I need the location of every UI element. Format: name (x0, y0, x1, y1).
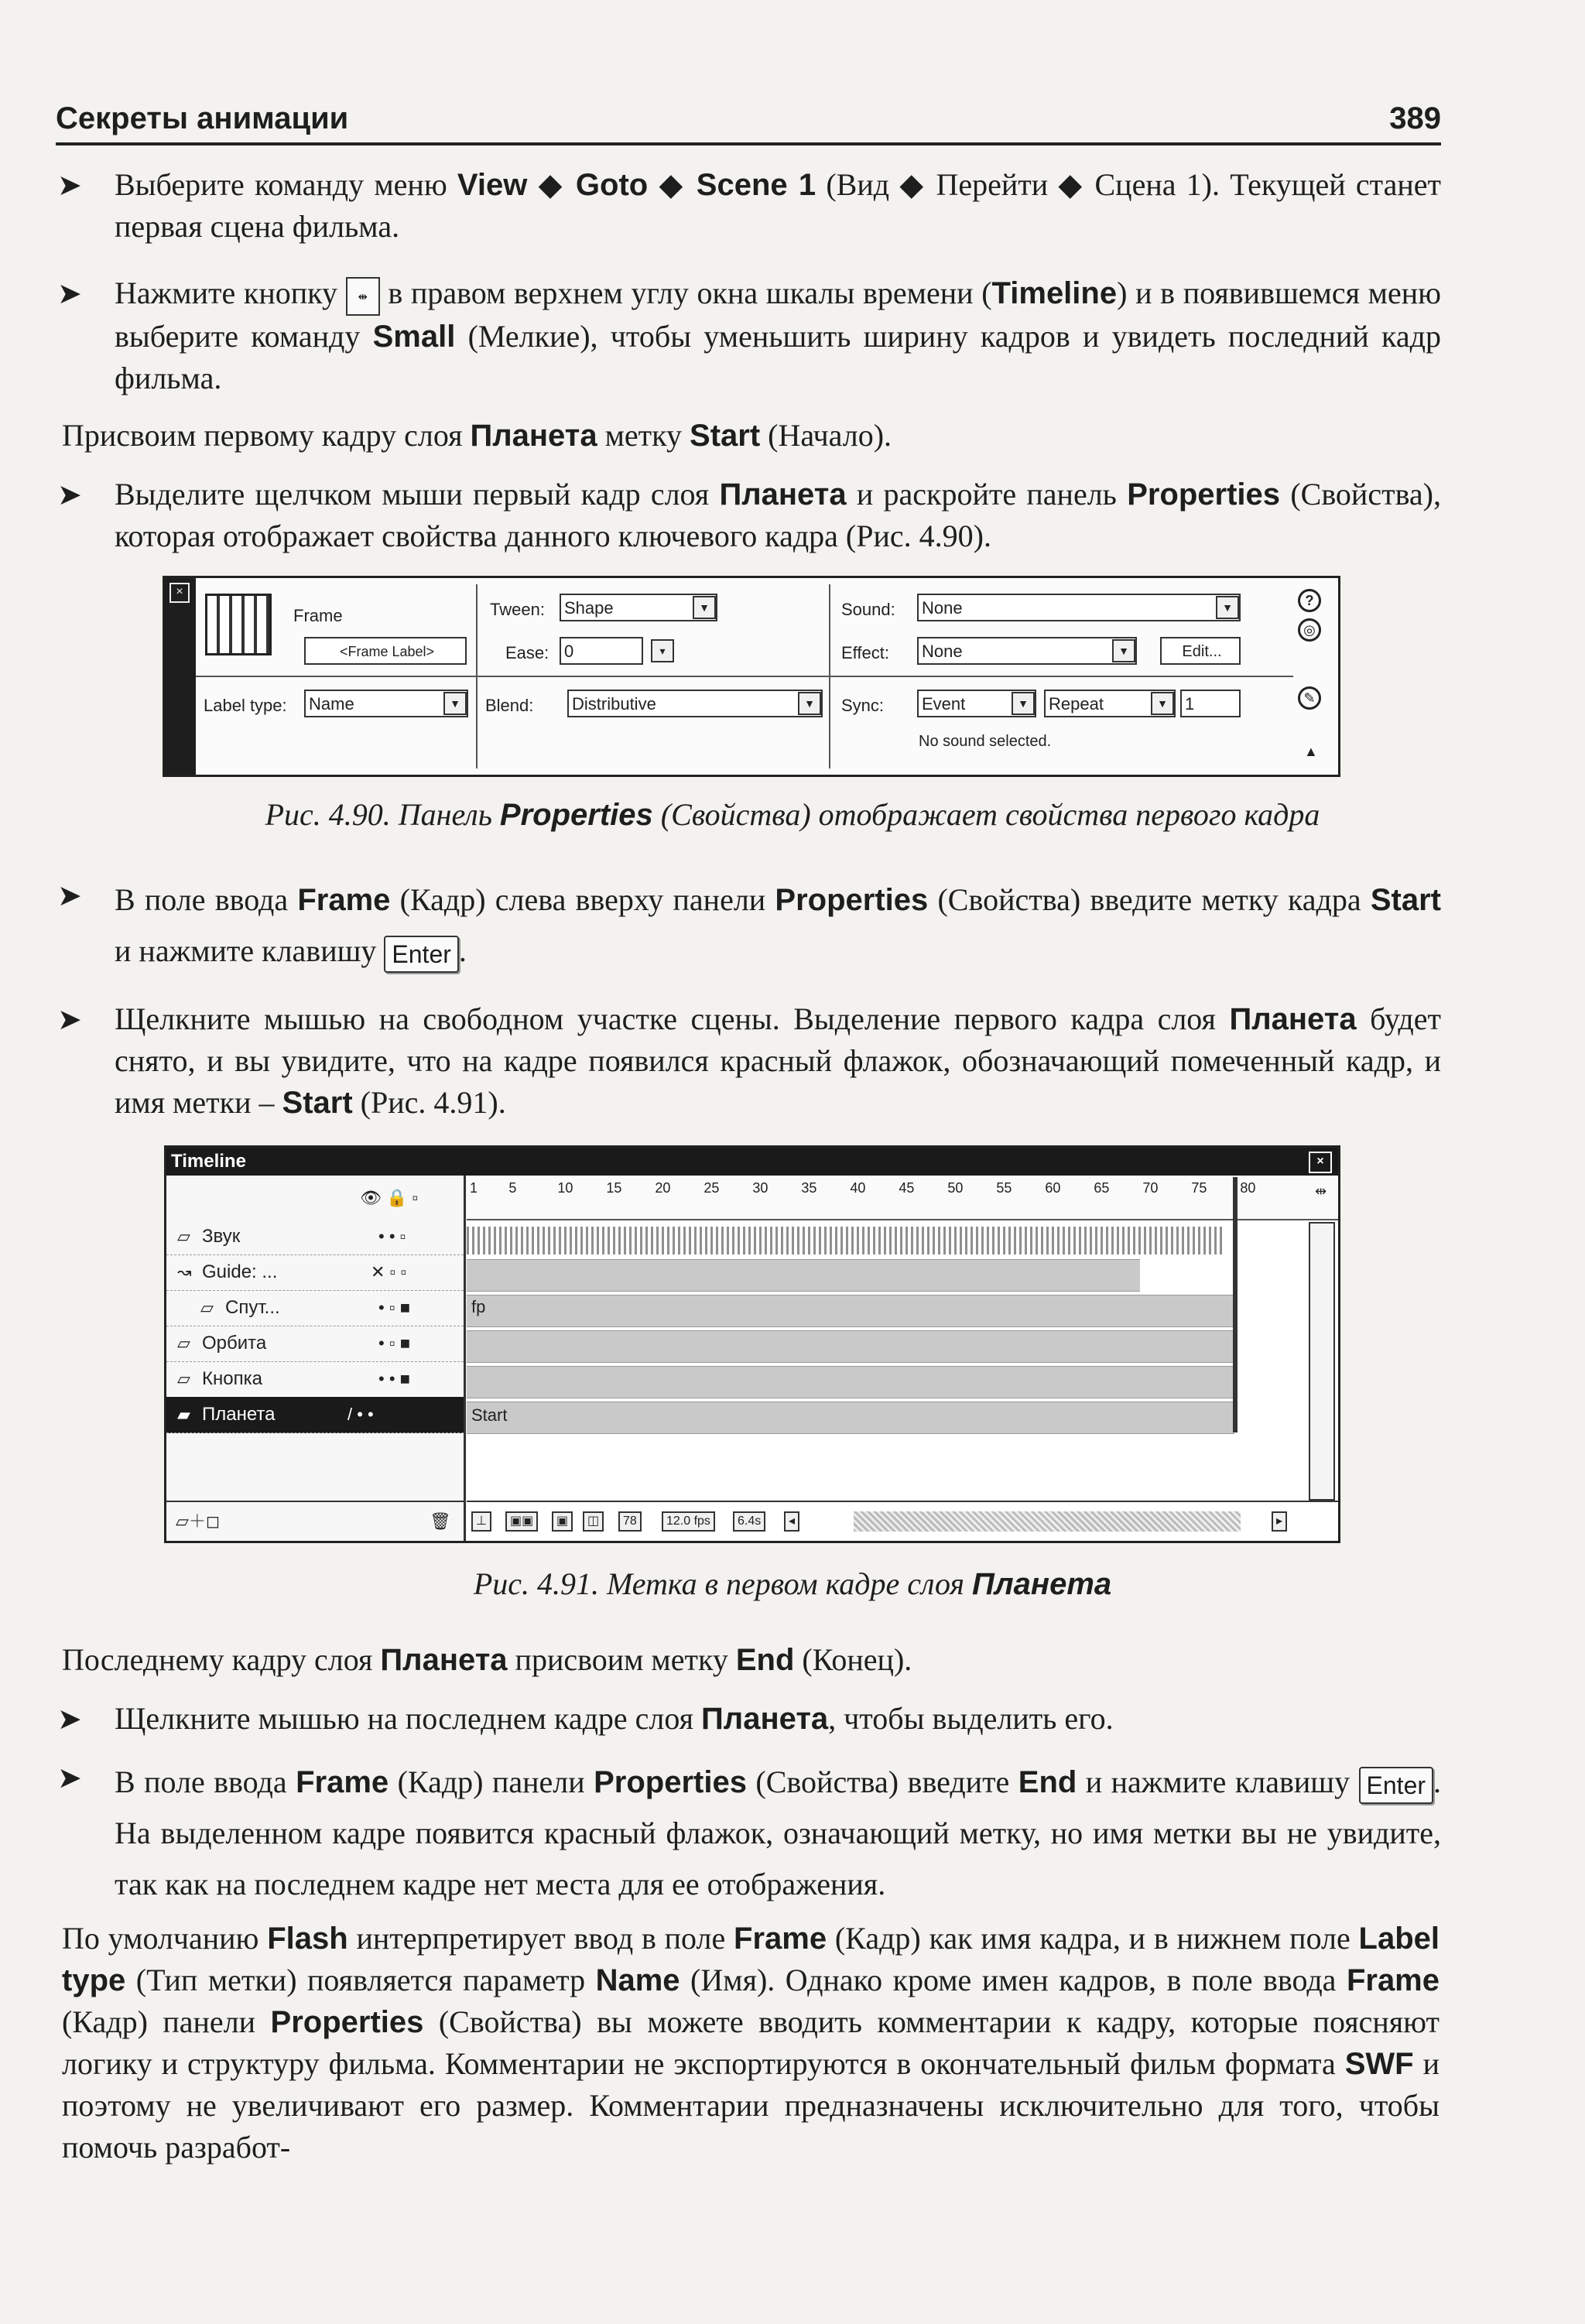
ruler-tick: 80 (1240, 1180, 1256, 1196)
ruler-tick: 75 (1191, 1180, 1207, 1196)
ease-label: Ease: (505, 643, 549, 662)
ruler-tick: 45 (899, 1180, 915, 1196)
frame-label-start: Start (471, 1405, 508, 1425)
sync-select[interactable]: Event (917, 690, 1036, 717)
guide-layer-icon: ↝ (177, 1262, 192, 1282)
running-head (56, 96, 1441, 145)
ruler-tick: 65 (1094, 1180, 1110, 1196)
ruler-tick: 1 (470, 1180, 478, 1196)
dropdown-arrow-icon[interactable]: ▼ (1151, 692, 1174, 715)
ruler-tick: 20 (655, 1180, 671, 1196)
layer-row[interactable]: ▱ Кнопка • • ■ (166, 1361, 464, 1398)
panel-side-strip (165, 578, 196, 775)
bullet-arrow-icon: ➤ (57, 276, 82, 310)
layer-icon: ▱ (177, 1227, 190, 1246)
no-sound-text: No sound selected. (919, 733, 1052, 750)
effect-select[interactable]: None (917, 637, 1137, 665)
onion-outline-icon[interactable]: ▣ (552, 1511, 573, 1532)
bullet-arrow-icon: ➤ (57, 1002, 82, 1036)
bullet-text: Щелкните мышью на последнем кадре слоя Планета, чтобы выделить его. (115, 1701, 1114, 1736)
layer-row[interactable]: ▱ Звук • • ▫ (166, 1219, 464, 1255)
timeline-title: Timeline × (166, 1148, 1338, 1176)
tween-label: Tween: (490, 600, 545, 619)
paragraph: По умолчанию Flash интерпретирует ввод в поле Frame (Кадр) как имя кадра, и в нижнем поле Label type (Тип метки) появляется параметр Name (Имя). Однако кроме имен кадров, в поле ввода Frame (Кадр) панели Properties (Свойства) вы можете вводить комментарии к кадру, которые поясняют логику и структуру фильма. Комментарии не экспортируются в окончательный фильм формата SWF и поэтому не увеличивают его размер. Комментарии предназначены исключительно для того, чтобы помочь разработ- (62, 1921, 1440, 2165)
ruler-tick: 10 (557, 1180, 573, 1196)
edit-multiple-icon[interactable]: ◫ (583, 1511, 604, 1532)
effect-label: Effect: (841, 643, 889, 662)
expand-arrow-icon[interactable]: ▲ (1304, 744, 1318, 759)
bullet-text: Щелкните мышью на свободном участке сцены. Выделение первого кадра слоя Планета будет снято, и вы увидите, что на кадре появился красный флажок, обозначающий помеченный кадр, и имя метки – Start (Рис. 4.91). (115, 1001, 1441, 1120)
close-icon[interactable]: × (1309, 1152, 1332, 1173)
frame-span (467, 1330, 1234, 1363)
dropdown-arrow-icon[interactable]: ▼ (443, 692, 467, 715)
timeline-panel (164, 1145, 1340, 1543)
layer-icon: ▱ (177, 1369, 190, 1388)
sound-waveform (467, 1227, 1225, 1254)
dropdown-arrow-icon[interactable]: ▼ (693, 596, 716, 619)
sync-label: Sync: (841, 696, 885, 715)
chapter-title: Секреты анимации (56, 101, 349, 135)
dropdown-arrow-icon[interactable]: ▼ (1216, 596, 1239, 619)
label-type-select[interactable]: Name (304, 690, 468, 717)
center-frame-icon[interactable]: ⊥ (471, 1511, 491, 1532)
ruler-tick: 70 (1142, 1180, 1159, 1196)
vertical-scrollbar[interactable] (1309, 1222, 1335, 1501)
sound-label: Sound: (841, 600, 895, 619)
trash-icon[interactable]: 🗑 (430, 1511, 451, 1531)
properties-panel (163, 576, 1340, 777)
bullet-arrow-icon: ➤ (57, 878, 82, 912)
keyframe-icon (205, 594, 272, 655)
frame-area (467, 1176, 1338, 1541)
frame-ruler (467, 1176, 1338, 1220)
ruler-tick: 15 (606, 1180, 622, 1196)
ruler-tick: 30 (752, 1180, 769, 1196)
enter-key-icon: Enter (384, 936, 458, 973)
layer-list (166, 1176, 466, 1541)
bullet-text: Выберите команду меню View ◆ Goto ◆ Scene 1 (Вид ◆ Перейти ◆ Сцена 1). Текущей станет первая сцена фильма. (115, 167, 1441, 244)
elapsed-time: 6.4s (733, 1511, 765, 1532)
dropdown-arrow-icon[interactable]: ▼ (1112, 639, 1135, 662)
bullet-item (57, 998, 1441, 1124)
ruler-tick: 60 (1045, 1180, 1061, 1196)
sound-select[interactable]: None (917, 594, 1241, 621)
layer-row[interactable]: ↝ Guide: ... ✕ ▫ ▫ (166, 1254, 464, 1291)
timeline-status-bar (467, 1501, 1338, 1541)
ruler-tick: 50 (947, 1180, 964, 1196)
layer-icon: ▱ (200, 1298, 214, 1317)
horizontal-scrollbar[interactable] (854, 1511, 1241, 1532)
frame-span (467, 1259, 1140, 1292)
ease-slider-icon[interactable]: ▾ (651, 639, 674, 662)
frame-label: Frame (293, 606, 343, 625)
onion-skin-icon[interactable]: ▣▣ (505, 1511, 538, 1532)
bullet-text: Выделите щелчком мыши первый кадр слоя Планета и раскройте панель Properties (Свойства), которая отображает свойства данного ключевого кадра (Рис. 4.90). (115, 477, 1442, 553)
ruler-tick: 25 (703, 1180, 720, 1196)
divider (196, 676, 476, 677)
bullet-item (57, 1757, 1441, 1910)
bullet-arrow-icon: ➤ (57, 1761, 82, 1795)
playhead[interactable] (1233, 1177, 1238, 1432)
layer-icon: ▱ (177, 1333, 190, 1353)
repeat-count-input[interactable]: 1 (1180, 690, 1241, 717)
timeline-menu-icon[interactable]: ⇹ (1315, 1183, 1327, 1199)
bullet-arrow-icon: ➤ (57, 477, 82, 512)
bullet-arrow-icon: ➤ (57, 1702, 82, 1736)
bullet-arrow-icon: ➤ (57, 168, 82, 202)
page-number: 389 (1389, 101, 1441, 135)
layer-toolbar (166, 1501, 464, 1541)
frame-span: fp (467, 1295, 1234, 1327)
frame-rate: 12.0 fps (662, 1511, 715, 1532)
frame-span (467, 1402, 1234, 1434)
blend-label: Blend: (485, 696, 534, 715)
dropdown-arrow-icon[interactable]: ▼ (798, 692, 821, 715)
layer-icon: ▰ (177, 1405, 190, 1424)
timeline-menu-button-icon: ⇹ (346, 277, 380, 316)
panel-collapse-icon[interactable]: × (169, 583, 190, 603)
divider (830, 676, 1293, 677)
help-icon[interactable]: ? (1298, 589, 1321, 612)
ruler-tick: 35 (801, 1180, 817, 1196)
layer-row[interactable]: ▱ Спут... • ▫ ■ (166, 1290, 464, 1326)
paragraph: Последнему кадру слоя Планета присвоим метку End (Конец). (62, 1642, 912, 1677)
ease-input[interactable]: 0 (560, 637, 643, 665)
bullet-item (57, 474, 1441, 557)
edit-button[interactable]: Edit... (1160, 637, 1241, 665)
layer-header-icons: 👁 🔒 ▫ (360, 1188, 419, 1207)
label-type-label: Label type: (204, 696, 287, 715)
bullet-item (57, 272, 1441, 399)
accessibility-icon[interactable]: ◎ (1298, 618, 1321, 642)
current-frame: 78 (618, 1511, 642, 1532)
bullet-item (57, 164, 1441, 248)
edit-icon[interactable]: ✎ (1298, 686, 1321, 710)
ruler-tick: 40 (850, 1180, 866, 1196)
bullet-text: Нажмите кнопку ⇹ в правом верхнем углу окна шкалы времени (Timeline) и в появившемся меню выберите команду Small (Мелкие), чтобы уменьшить ширину кадров и увидеть последний кадр фильма. (115, 276, 1442, 395)
bullet-item (57, 1698, 1441, 1740)
layer-row[interactable]: ▱ Орбита • ▫ ■ (166, 1326, 464, 1362)
scroll-left-icon[interactable]: ◂ (784, 1511, 799, 1532)
bullet-item (57, 874, 1441, 977)
dropdown-arrow-icon[interactable]: ▼ (1012, 692, 1035, 715)
figure-caption: Рис. 4.90. Панель Properties (Свойства) отображает свойства первого кадра (265, 797, 1320, 832)
frame-label-input[interactable]: <Frame Label> (304, 637, 467, 665)
paragraph: Присвоим первому кадру слоя Планета метку Start (Начало). (62, 418, 892, 453)
figure-caption: Рис. 4.91. Метка в первом кадре слоя Планета (473, 1566, 1112, 1601)
blend-select[interactable]: Distributive (567, 690, 823, 717)
add-layer-icon[interactable]: ▱＋◻ (176, 1511, 221, 1531)
bullet-text: В поле ввода Frame (Кадр) панели Properties (Свойства) введите End и нажмите клавишу Enter . На выделенном кадре появится красный флажок, означающий метку, но имя метки вы не увидите, так как на последнем кадре нет места для ее отображения. (115, 1764, 1442, 1901)
bullet-text: В поле ввода Frame (Кадр) слева вверху панели Properties (Свойства) введите метку кадра Start и нажмите клавишу Enter . (115, 874, 1441, 977)
layer-row-selected[interactable]: ▰ Планета / • • (166, 1397, 464, 1433)
ruler-tick: 55 (996, 1180, 1012, 1196)
tween-select[interactable]: Shape (560, 594, 717, 621)
frame-span (467, 1366, 1234, 1398)
ruler-tick: 5 (508, 1180, 517, 1196)
repeat-select[interactable]: Repeat (1044, 690, 1176, 717)
enter-key-icon: Enter (1359, 1767, 1433, 1804)
scroll-right-icon[interactable]: ▸ (1272, 1511, 1287, 1532)
